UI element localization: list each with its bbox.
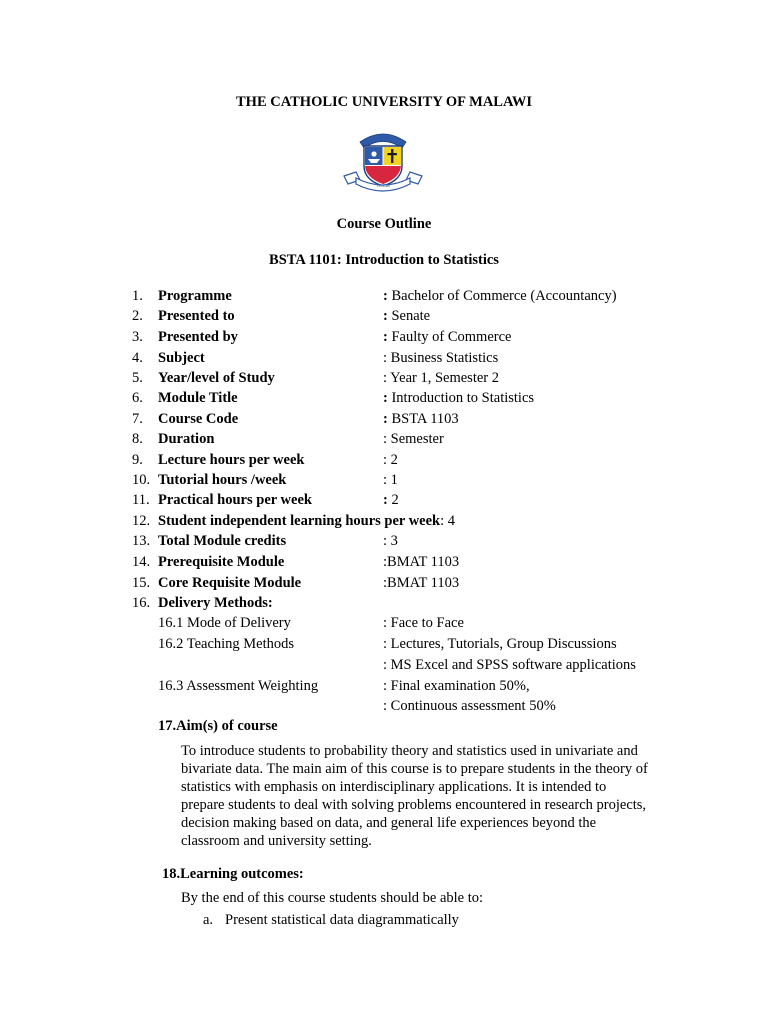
item-value-text: Bachelor of Commerce (Accountancy) <box>387 288 617 304</box>
logo-motto: Veritas <box>376 184 390 189</box>
item-label: Lecture hours per week <box>158 452 305 468</box>
item-separator: : <box>383 390 388 406</box>
item-label: Tutorial hours /week <box>158 472 287 488</box>
university-title: THE CATHOLIC UNIVERSITY OF MALAWI <box>236 94 532 110</box>
item-value-text: : Semester <box>383 431 444 447</box>
item-label: Subject <box>158 350 205 366</box>
item-separator: : <box>383 288 388 304</box>
delivery-label: 16.1 Mode of Delivery <box>158 615 291 631</box>
university-crest-icon <box>340 128 426 196</box>
item-value-text: BSTA 1103 <box>387 411 459 427</box>
item-separator: : <box>383 411 388 427</box>
item-label: Delivery Methods: <box>158 595 273 611</box>
item-number: 4. <box>132 350 143 366</box>
item-label: Prerequisite Module <box>158 554 285 570</box>
item-value <box>383 450 398 470</box>
item-value <box>383 327 511 347</box>
item-label: Duration <box>158 431 215 447</box>
outcome-text: Present statistical data diagrammatically <box>225 912 459 928</box>
item-number: 14. <box>132 554 151 570</box>
item-label: Core Requisite Module <box>158 575 302 591</box>
item-number: 13. <box>132 533 151 549</box>
delivery-value: : Face to Face <box>383 615 464 631</box>
item-number: 8. <box>132 431 143 447</box>
list-item <box>203 910 459 930</box>
item-value-text: Senate <box>387 308 431 324</box>
item-number: 5. <box>132 370 143 386</box>
aims-heading: 17.Aim(s) of course <box>158 718 278 734</box>
item-label <box>158 511 455 531</box>
item-number: 7. <box>132 411 143 427</box>
item-label-text: Student independent learning hours per week <box>158 513 441 529</box>
document-type-title: Course Outline <box>336 216 432 232</box>
delivery-value: : Final examination 50%, <box>383 678 530 694</box>
delivery-label: 16.3 Assessment Weighting <box>158 678 319 694</box>
item-label: Presented by <box>158 329 238 345</box>
delivery-value: : MS Excel and SPSS software applications <box>383 657 636 673</box>
item-separator: : <box>383 308 388 324</box>
item-separator: : <box>383 492 388 508</box>
delivery-label: 16.2 Teaching Methods <box>158 636 295 652</box>
item-value <box>383 470 398 490</box>
item-value <box>383 573 459 593</box>
item-label: Presented to <box>158 308 235 324</box>
item-number: 12. <box>132 513 151 529</box>
item-number: 1. <box>132 288 143 304</box>
item-value-text: Faulty of Commerce <box>387 329 512 345</box>
course-title: BSTA 1101: Introduction to Statistics <box>269 252 499 268</box>
item-value <box>383 409 459 429</box>
item-value-text: : Year 1, Semester 2 <box>383 370 499 386</box>
item-number: 2. <box>132 308 143 324</box>
item-value-text: :BMAT 1103 <box>383 554 460 570</box>
item-value <box>383 348 498 368</box>
item-value-text: 2 <box>387 492 399 508</box>
item-value-inline: : 4 <box>440 513 456 529</box>
item-label: Total Module credits <box>158 533 287 549</box>
item-value <box>383 552 459 572</box>
item-value-text: : 1 <box>383 472 398 488</box>
item-number: 3. <box>132 329 143 345</box>
item-separator: : <box>383 329 388 345</box>
delivery-value: : Continuous assessment 50% <box>383 698 556 714</box>
learning-outcomes-heading: 18.Learning outcomes: <box>162 866 304 882</box>
item-label: Year/level of Study <box>158 370 275 386</box>
item-label: Practical hours per week <box>158 492 312 508</box>
item-value-text: : 2 <box>383 452 398 468</box>
delivery-value: : Lectures, Tutorials, Group Discussions <box>383 636 617 652</box>
item-number: 6. <box>132 390 143 406</box>
item-number: 9. <box>132 452 143 468</box>
item-value-text: : 3 <box>383 533 398 549</box>
item-number: 11. <box>132 492 150 508</box>
outcome-letter: a. <box>203 912 214 928</box>
item-value-text: Introduction to Statistics <box>387 390 535 406</box>
item-value-text: : Business Statistics <box>383 350 499 366</box>
item-number: 16. <box>132 595 151 611</box>
item-label: Programme <box>158 288 232 304</box>
item-number: 10. <box>132 472 151 488</box>
item-number: 15. <box>132 575 151 591</box>
item-value <box>383 531 398 551</box>
item-value-text: :BMAT 1103 <box>383 575 460 591</box>
learning-outcomes-intro: By the end of this course students should be able to: <box>181 890 484 906</box>
item-value <box>383 388 534 408</box>
aims-paragraph: To introduce students to probability theory and statistics used in univariate and bivariate data. The main aim of this course is to prepare students in the theory of statistics with emphasis on interdisciplinary applications. It is intended to prepare students to deal with solving problems encountered in research projects, decision making based on data, and general life experiences beyond the classroom and university setting. <box>181 743 648 849</box>
item-label: Module Title <box>158 390 238 406</box>
item-value <box>383 306 430 326</box>
item-value <box>383 368 499 388</box>
item-value <box>383 286 617 306</box>
item-label: Course Code <box>158 411 239 427</box>
item-value <box>383 429 444 449</box>
item-value <box>383 490 399 510</box>
